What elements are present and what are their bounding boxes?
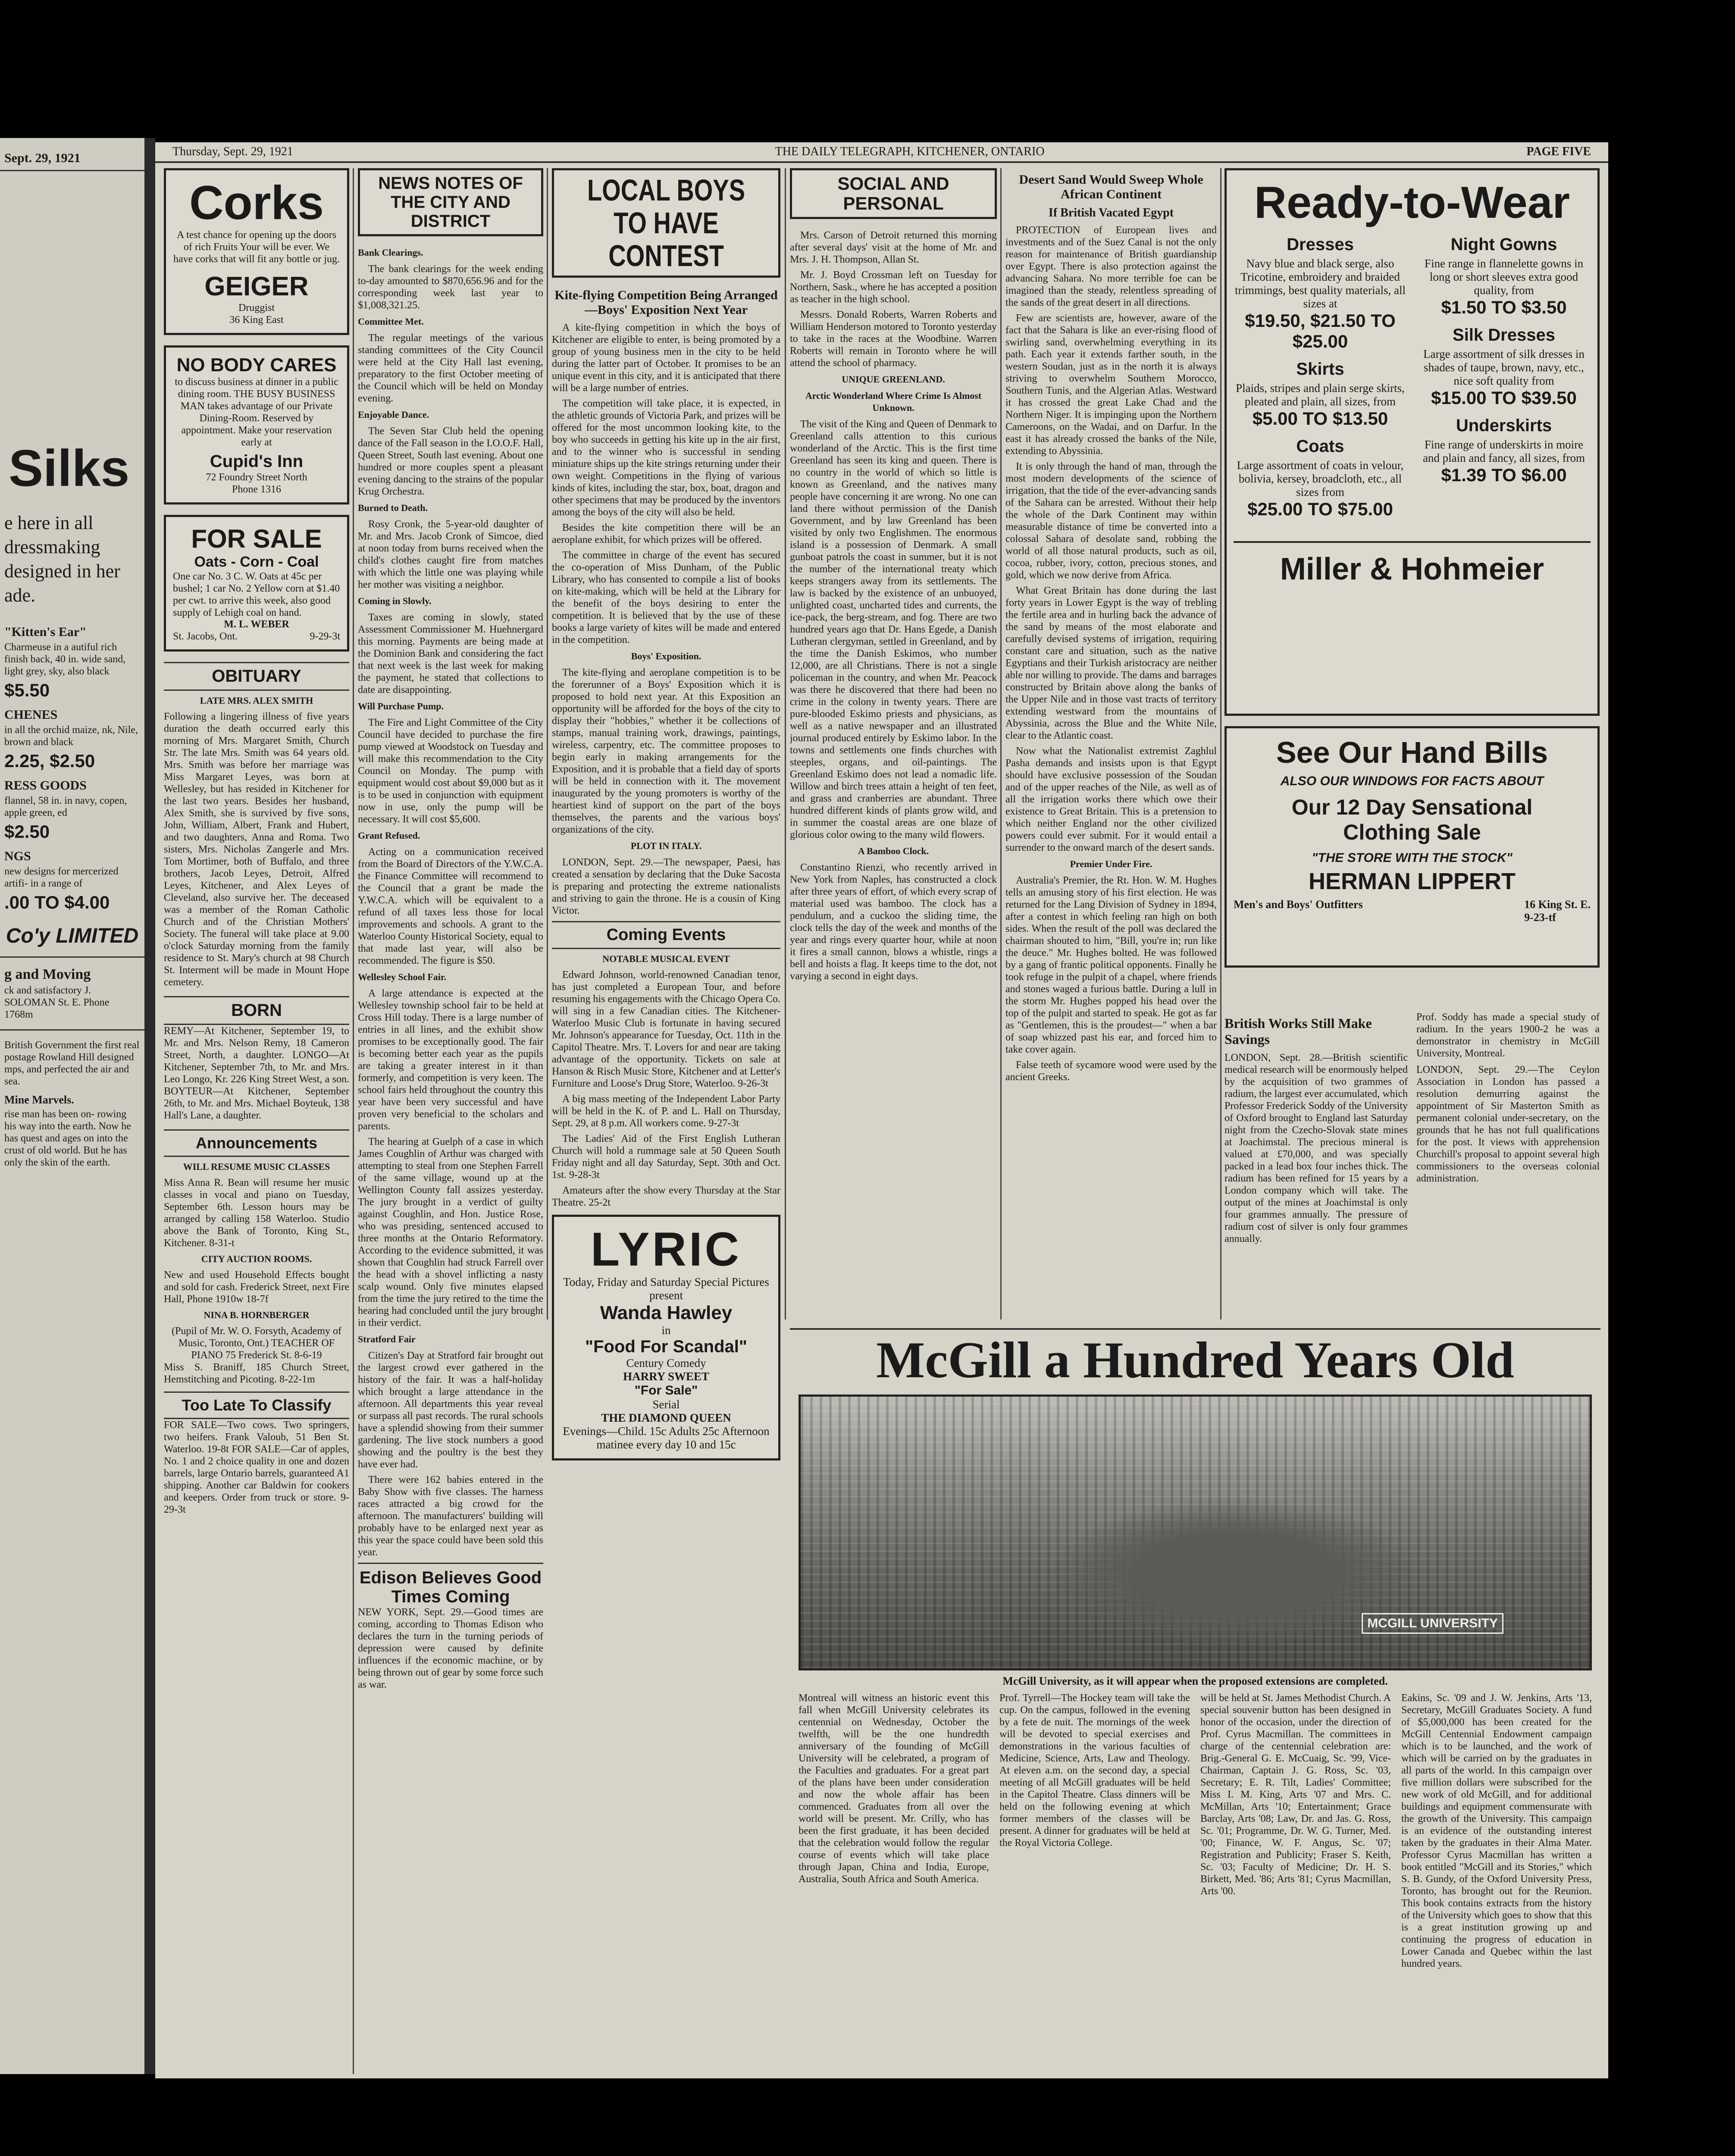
desert-text-1: PROTECTION of European lives and investments and of the Suez Canal is not the only reason for maintenance of British guardianship over Egypt. There is also protection against the advancing Sahara. No more terrible foe can be imagined than the steady, relentless spreading of the sands of the great desert in all directions.	[1005, 225, 1217, 308]
lyric-prices: Evenings—Child. 15c Adults 25c Afternoon matinee every day 10 and 15c	[563, 1425, 770, 1451]
prev-chenes-head: CHENES	[4, 708, 58, 722]
for-sale-footer: St. Jacobs, Ont. 9-29-3t	[173, 631, 340, 642]
prev-silks-title: Silks	[9, 439, 130, 497]
column-ads-obituary	[164, 168, 349, 2074]
lyric-title: LYRIC	[591, 1223, 742, 1276]
desert-title: Desert Sand Would Sweep Whole African Continent	[1019, 172, 1203, 201]
column-news-notes	[358, 168, 543, 2074]
prev-ngs-text: new designs for mercerized artifi- in a range of	[4, 866, 119, 889]
pump-heading: Will Purchase Pump.	[358, 701, 444, 711]
edison-title: Edison Believes Good Times Coming	[358, 1563, 543, 1606]
skirts-heading: Skirts	[1296, 360, 1344, 379]
premier-text: Australia's Premier, the Rt. Hon. W. M. Hughes tells an amusing story of his first election. He was returned for the Lang Division of Sydney in 1894, after a contest in which feeling ran high on both sides. When the result of the poll was declared the chairman shouted to him, "Bill, you're in; run like the deuce." Mr. Hughes bolted. He was followed by a gang of frantic political opponents. Finally he took refuge in the pulpit of a chapel, where friends and stones waged a furious battle. During a lull in the storm Mr. Hughes popped his head over the top of the pulpit and started to speak. He got as far as "Gentlemen, this is the proudest—" when a bar of soap whizzed past his ear, and forced him to take cover again.	[1005, 875, 1217, 1055]
desert-text-4: What Great Britain has done during the last forty years in Lower Egypt is the way of trebling the fertile area and in hurling back the advance of the sand by means of the most elaborate and carefully devised systems of irrigation, requiring constant care and situation, such as the native Egyptians and their Turkish aristocracy are neither able nor willing to provide. The dams and barrages constructed by Britain above along the banks of the Upper Nile and in those vast tracts of territory extending westward from the mountains of Abyssinia, across the Blue and the White Nile, clear to the Atlantic coast.	[1005, 585, 1217, 741]
corks-ad	[164, 168, 349, 335]
boys-exposition-heading: Boys' Exposition.	[631, 651, 702, 661]
lyric-in: in	[661, 1324, 671, 1337]
cupids-inn-name: Cupid's Inn	[210, 452, 304, 471]
miller-hohmeier-name: Miller & Hohmeier	[1234, 541, 1591, 587]
prev-price-4: .00 TO $4.00	[4, 892, 110, 912]
herman-lippert-footer: Men's and Boys' Outfitters 16 King St. E. 9-23-tf	[1234, 898, 1591, 924]
column-desert-sand	[1005, 168, 1217, 1315]
prev-page-date: Sept. 29, 1921	[0, 138, 144, 171]
boys-exposition-text: The kite-flying and aeroplane competition is to be the forerunner of a Boys' Exposition which it is proposed to hold next year. At this Exposition an opportunity will be afforded for the boys of the city to display their "hobbies," whether it be collections of stamps, manual training work, drawings, paintings, wireless, carpentry, etc. The committee proposes to begin early in making arrangements for the Exposition, and it is probable that a field day of sports will be held in connection with it. The movement inaugurated by the young promoters is worthy of the heartiest kind of support on the part of the boys themselves, the parents and the various boys' organizations of the city.	[552, 667, 780, 835]
coming-events-heading: Coming Events	[552, 921, 780, 949]
night-gowns-price: $1.50 TO $3.50	[1441, 297, 1567, 317]
ready-to-wear-ad	[1225, 168, 1600, 716]
local-boys-text-4: The committee in charge of the event has secured the co-operation of Miss Dunham, of the Public Library, who has consented to compile a list of books on kite-making, which will be held at the Library for the benefit of the boys desiring to enter the competition. It is believed that by the use of these books a large variety of kites will be made and entered in the competition.	[552, 550, 780, 646]
desert-text-3: It is only through the hand of man, through the most modern developments of the science of irrigation, that the tide of the ever-advancing sands of the Sahara can be arrested. Without their help the whole of the Dark Continent may within measurable distance of time be converted into a colossal Sahara of desolate sand, robbing the world of all those natural products, such as oil, cocoa, rubber, ivory, cotton, precious stones, and gold, which we now derive from Africa.	[1005, 461, 1217, 581]
sale-line-1: Our 12 Day Sensational	[1291, 795, 1533, 819]
soddy-text: Prof. Soddy has made a special study of radium. In the years 1900-2 he was a demonstrator in chemistry in McGill University, Montreal.	[1416, 1012, 1600, 1059]
mcgill-text-4: Eakins, Sc. '09 and J. W. Jenkins, Arts '13, Secretary, McGill Graduates Society. A fund of $5,000,000 has been created for the McGill Centennial Endowment campaign which is to be launched, and the work of which will be carried on by the graduates in all parts of the world. In this campaign over five million dollars were subscribed for the new work of old McGill, and for additional buildings and equipment commensurate with the growth of the University. This campaign is an evidence of the outstanding interest taken by the graduates in their Alma Mater. Professor Cyrus Macmillan has written a book entitled "McGill and its Stories," which S. B. Gundy, of the Oxford University Press, Toronto, has brought out for the Reunion. This book contains extracts from the history of the University which goes to show that this is a great institution growing up and continuing the progress of education in Lower Canada and Quebec within the last hundred years.	[1401, 1692, 1592, 1969]
skirts-price: $5.00 TO $13.50	[1252, 408, 1388, 429]
social-text-2: Mr. J. Boyd Crossman left on Tuesday for Northern, Sask., where he has accepted a position as teacher in the high school.	[790, 270, 997, 305]
previous-page-column	[0, 138, 147, 2074]
lyric-comedy-film: "For Sale"	[634, 1383, 698, 1398]
prev-misc-text: British Government the first real postage Rowland Hill designed mps, and perfected the air and sea.	[0, 1029, 144, 1087]
silk-dresses-heading: Silk Dresses	[1453, 326, 1555, 345]
column-rule	[785, 168, 786, 1319]
coats-heading: Coats	[1296, 437, 1344, 456]
obituary-text: Following a lingering illness of five years duration the death occurred early this morning of Mrs. Margaret Smith, Church Str. The late Mrs. Smith was 64 years old. Mrs. Smith was before her marriage was Miss Margaret Leyes, was born at Wellesley, but has resided in Kitchener for the last two years. Besides her husband, Alex Smith, she is survived by five sons, John, William, Albert, Frank and Hubert, and two daughters, Anna and Roma. Two sisters, Mrs. Nicholas Zangerle and Mrs. Tom Mortimer, both of Buffalo, and three brothers, Jacob Leyes, Detroit, Alfred Leyes, Kitchener, and Alex Leyes of Cleveland, also survive her. The deceased was a member of the Roman Catholic Church and of the Christian Mothers' Society. The funeral will take place at 9.00 o'clock Saturday morning from the family residence to St. Mary's church at 98 Church St. Interment will be made in Mount Hope cemetery.	[164, 711, 349, 988]
header-page-number: PAGE FIVE	[1526, 145, 1591, 158]
column-rule	[1220, 168, 1221, 1319]
local-boys-deck: Kite-flying Competition Being Arranged—Boys' Exposition Next Year	[554, 288, 778, 317]
coats-price: $25.00 TO $75.00	[1247, 499, 1393, 519]
obituary-heading: OBITUARY	[164, 662, 349, 691]
coming-events-text-1: Edward Johnson, world-renowned Canadian tenor, has just completed a European Tour, and before resuming his engagements with the Chicago Opera Co. will sing in a few Canadian cities. The Kitchener-Waterloo Music Club is fortunate in having secured Mr. Johnson's appearance for Tuesday, Oct. 11th in the Capitol Theatre. Mrs. T. Lovers for and near are taking advantage of the opportunity. Tickets on sale at Hanson & Risch Music Store, Kitchener and at Letter's Furniture and Loose's Drug Store, Waterloo. 9-26-3t	[552, 969, 780, 1089]
mcgill-photo	[799, 1395, 1592, 1670]
column-rule	[1000, 168, 1002, 1319]
geiger-name: GEIGER	[204, 272, 309, 301]
prev-marvels-text: rise man has been on- rowing his way into the earth. Now he has quest and ages on into the crust of old world. But he has only the skin of the earth.	[4, 1109, 131, 1168]
lyric-serial: Serial	[652, 1398, 680, 1411]
sale-line-2: Clothing Sale	[1343, 820, 1481, 844]
mcgill-text-3: will be held at St. James Methodist Church. A special souvenir button has been designed in honor of the occasion, under the direction of Prof. Cyrus Macmillan. The committees in charge of the centennial celebration are: Brig.-General G. E. McCuaig, Sc. '99, Vice-Chairman, Captain J. G. Ross, Sc. '03, Secretary; E. R. Tilt, Ladies' Committee; Miss I. M. King, Arts '07 and Mrs. C. McMillan, Arts '10; Entertainment; Grace Barclay, Arts '08; Law, Dr. and Jas. G. Ross, Sc. '01; Programme, Dr. W. G. Turner, Med. '00; Finance, W. F. Angus, Sc. '07; Registration and Publicity; Fraser S. Keith, Sc. '03; Faculty of Medicine; Dr. H. S. Birkett, Med. '86; Arts '81; Cyrus Macmillan, Arts '00.	[1200, 1692, 1391, 1897]
edison-text: NEW YORK, Sept. 29.—Good times are coming, according to Thomas Edison who declares the turn in the turning periods of depression were caused by definite influences if the economic machine, or by being thrown out of gear by some force such as war.	[358, 1607, 543, 1690]
cupids-inn-address: 72 Foundry Street North	[206, 472, 307, 483]
prev-chenes-text: in all the orchid maize, nk, Nile, brown and black	[4, 724, 138, 748]
lyric-comedy-star: HARRY SWEET	[623, 1370, 709, 1383]
burned-heading: Burned to Death.	[358, 502, 428, 513]
prev-logo-limited: Co'y LIMITED	[6, 924, 139, 947]
underskirts-heading: Underskirts	[1456, 416, 1552, 435]
auction-heading: CITY AUCTION ROOMS.	[201, 1253, 312, 1264]
coming-events-text-4: Amateurs after the show every Thursday at the Star Theatre. 25-2t	[552, 1185, 780, 1208]
stratford-text: Citizen's Day at Stratford fair brought out the largest crowd ever gathered in the history of the fair. It was a half-holiday which brought a large attendance in the afternoon. All departments this year reveal or surpass all past records. The rural schools have a splendid showing from their summer gardening. The live stock numbers a good showing and the poultry is the best they have ever had.	[358, 1350, 543, 1470]
false-teeth-text: False teeth of sycamore wood were used by the ancient Greeks.	[1005, 1059, 1217, 1083]
header-date: Thursday, Sept. 29, 1921	[172, 145, 293, 158]
stratford-heading: Stratford Fair	[358, 1334, 416, 1344]
herman-lippert-name: HERMAN LIPPERT	[1308, 868, 1516, 894]
local-boys-text-2: The competition will take place, it is expected, in the athletic grounds of Victoria Park, and prizes will be offered for the most uncommon looking kite, to the boy who succeeds in getting his kite up in the air first, and to the winner who is successful in sending miniature ships up the kite strings returning under their own weight. Competitions in the flying of various kinds of kites, including the star, box, boat, dragon and other specimens that may be produced by the inventors among the boys of the city will also be held.	[552, 398, 780, 518]
committee-heading: Committee Met.	[358, 316, 424, 327]
store-slogan: "THE STORE WITH THE STOCK"	[1312, 851, 1513, 865]
announcements-heading: Announcements	[164, 1129, 349, 1157]
clearings-text: The bank clearings for the week ending to-day amounted to $870,656.96 and for the corresponding week last year to $1,008,321.25.	[358, 263, 543, 311]
underskirts-price: $1.39 TO $6.00	[1441, 465, 1567, 485]
for-sale-title: FOR SALE	[191, 524, 322, 553]
mcgill-photo-label: MCGILL UNIVERSITY	[1362, 1613, 1503, 1634]
slowly-text: Taxes are coming in slowly, stated Assessment Commissioner M. Huehnergard this morning. Payments are being made at the Dominion Bank and considering the fact that next week is the last week for making the payment, he stated that collections to date are disappointing.	[358, 612, 543, 696]
mcgill-text-2: Prof. Tyrrell—The Hockey team will take the cup. On the campus, followed in the evening by a fete de nuit. The mornings of the week will be devoted to special exercises and demonstrations in the various faculties of Medicine, Science, Arts, Law and Theology. At eleven a.m. on the second day, a special meeting of all McGill graduates will be held in the Capitol Theatre. Class dinners will be held on the following evening at which former members of the classes will be present. A dinner for graduates will be held at the Royal Victoria College.	[999, 1692, 1190, 1849]
nobody-cares-title: NO BODY CARES	[176, 354, 337, 376]
for-sale-ad	[164, 515, 349, 652]
silk-dresses-text: Large assortment of silk dresses in shades of taupe, brown, navy, etc., nice soft quality from	[1423, 348, 1585, 387]
dresses-price: $19.50, $21.50 TO $25.00	[1245, 310, 1396, 351]
for-sale-subtitle: Oats - Corn - Coal	[194, 554, 319, 570]
column-right-ads	[1225, 168, 1600, 1031]
dresses-text: Navy blue and black serge, also Tricotine, embroidery and braided trimmings, best quality materials, all sizes at	[1235, 257, 1406, 310]
hornberger-name: NINA B. HORNBERGER	[204, 1310, 310, 1320]
burned-text: Rosy Cronk, the 5-year-old daughter of Mr. and Mrs. Jacob Cronk of Simcoe, died at noon today from burns received when the child's clothes caught fire from matches with which the little one was playing while her mother was visiting a neighbor.	[358, 519, 543, 590]
coats-text: Large assortment of coats in velour, bolivia, kersey, broadcloth, etc., all sizes from	[1237, 459, 1404, 498]
mcgill-text-1: Montreal will witness an historic event this fall when McGill University celebrates its centennial on Wednesday, October the twelfth, will be the one hundredth anniversary of the founding of McGill University will be celebrated, a program of the Faculties and graduates. For a great part of the plans have been under consideration and now the whole affair has been commenced. Graduates from all over the world will be present. Mr. Crilly, who has been the first graduate, it has been decided that the celebration would follow the regular course of events which will take place through Japan, China and India, Europe, Australia, South Africa and South America.	[799, 1692, 989, 1885]
grant-text: Acting on a communication received from the Board of Directors of the Y.W.C.A. the Finance Committee will recommend to the Council that a grant be made the Y.W.C.A. which will be equivalent to a refund of all taxes less those for local improvements and schools. A grant to the Waterloo County Historical Society, equal to that made last year, will also be recommended. The figure is $50.	[358, 846, 543, 966]
night-gowns-heading: Night Gowns	[1450, 235, 1557, 254]
geiger-address: 36 King East	[229, 314, 284, 326]
dance-heading: Enjoyable Dance.	[358, 409, 429, 420]
coming-events-text-2: A big mass meeting of the Independent Labor Party will be held in the K. of P. and L. Hall on Thursday, Sept. 29, at 8 p.m. All workers come. 9-27-3t	[552, 1094, 780, 1129]
herman-lippert-ad	[1225, 726, 1600, 968]
lyric-theatre-ad	[552, 1215, 780, 1460]
grant-heading: Grant Refused.	[358, 830, 420, 841]
header-paper-name: THE DAILY TELEGRAPH, KITCHENER, ONTARIO	[775, 145, 1045, 158]
bamboo-clock-text: Constantino Rienzi, who recently arrived in New York from Naples, has constructed a clock after three years of effort, of which every scrap of material used was bamboo. The clock has a pendulum, and a cuckoo the sliding time, the clock tells the day of the week and months of the year and rings every quarter hour, while at noon it fires a small cannon, blows a whistle, rings a bell and hoists a flag. It keeps time to the dot, not varying a second in eight days.	[790, 862, 997, 982]
prev-ngs-head: NGS	[4, 849, 31, 863]
news-notes-title: NEWS NOTES OF THE CITY AND DISTRICT	[378, 174, 523, 231]
dance-text: The Seven Star Club held the opening dance of the Fall season in the I.O.O.F. Hall, Queen Street, South last evening. About one hundred or more couples spent a pleasant evening dancing to the strains of the popular Krug Orchestra.	[358, 426, 543, 497]
greenland-heading: UNIQUE GREENLAND.	[842, 374, 945, 385]
page-header	[155, 142, 1608, 163]
school-fair-heading: Wellesley School Fair.	[358, 971, 447, 982]
bamboo-clock-heading: A Bamboo Clock.	[858, 846, 929, 856]
social-text-1: Mrs. Carson of Detroit returned this morning after several days' visit at the home of Mr. and Mrs. J. H. Thompson, Allan St.	[790, 230, 997, 265]
prev-marvels-head: Mine Marvels.	[4, 1094, 74, 1106]
mcgill-title: McGill a Hundred Years Old	[876, 1331, 1515, 1388]
lyric-comedy: Century Comedy	[626, 1357, 706, 1369]
local-boys-text-1: A kite-flying competition in which the boys of Kitchener are eligible to enter, is being promoted by a group of young business men in the city to be held during the latter part of October. It promises to be an unique event in this city, and it is anticipated that there will be a large number of entries.	[552, 322, 780, 394]
column-rule	[547, 168, 548, 1319]
school-fair-text: A large attendance is expected at the Wellesley township school fair to be held at Cross Hill today. There is a large number of entries in all lines, and the exhibit show promises to be exceptionally good. The fair is becoming better each year as the pupils are taking a greater interest in it than formerly, and competition is very keen. The school fairs held throughout the country this year have been very successful and have proven very beneficial to the scholars and parents.	[358, 988, 543, 1132]
silk-dresses-price: $15.00 TO $39.50	[1431, 388, 1577, 408]
baby-show-text: There were 162 babies entered in the Baby Show with five classes. The harness races attracted a big crowd for the afternoon. The manufacturers' building will probably have to be enlarged next year as this year the space could have been sold this year.	[358, 1474, 543, 1558]
guelph-text: The hearing at Guelph of a case in which James Coughlin of Arthur was charged with attempting to steal from one Stephen Farrell of the same village, wound up at the Wellington County fall assizes yesterday. The jury brought in a verdict of guilty against Coughlin, and Hon. Justice Rose, who was presiding, sentenced accused to three months at the Ontario Reformatory. According to the evidence submitted, it was shown that Coughlin had struck Farrell over the head with a shovel inflicting a nasty scalp wound. Only five minutes elapsed from the time the jury retired to the time the hearing had concluded until the jury brought in their verdict.	[358, 1136, 543, 1329]
underskirts-text: Fine range of underskirts in moire and plain and fancy, all sizes, from	[1422, 438, 1585, 464]
born-text: REMY—At Kitchener, September 19, to Mr. and Mrs. Nelson Remy, 18 Cameron Street, North, a daughter. LONGO—At Kitchener, September 7th, to Mr. and Mrs. Leo Longo, Kr. 226 King Street West, a son. BOYTEUR—At Kitchener, September 26th, to Mr. and Mrs. Michael Boyteuk, 138 Hall's Lane, a daughter.	[164, 1025, 349, 1121]
column-social-personal	[790, 168, 997, 1315]
prev-price-2: 2.25, $2.50	[4, 751, 95, 771]
slowly-heading: Coming in Slowly.	[358, 595, 432, 606]
auction-text: New and used Household Effects bought and sold for cash. Frederick Street, next Fire Hall, Phone 1910w 18-7f	[164, 1269, 349, 1305]
british-works-text: LONDON, Sept. 28.—British scientific medical research will be enormously helped by the acquisition of two grammes of radium, the largest ever accumulated, which Professor Frederick Soddy of the University of Oxford brought to England last Saturday night from the Czecho-Slovak state mines at Joachimstal. The precious mineral is valued at £70,000, and was specially packed in a lead box four inches thick. The radium has been refined for 15 years by a London company which will take. The output of the mines at Joachimstal is only four grammes annually. The pressure of radium cost of silver is only four grammes annually.	[1225, 1052, 1408, 1244]
newspaper-page	[155, 142, 1608, 2078]
lyric-serial-name: THE DIAMOND QUEEN	[601, 1411, 731, 1424]
local-boys-text-3: Besides the kite competition there will be an aeroplane exhibit, for which prizes will be offered.	[552, 522, 780, 545]
born-heading: BORN	[164, 996, 349, 1025]
prev-price-3: $2.50	[4, 821, 50, 842]
page-gutter	[144, 138, 155, 2074]
braniff-text: Miss S. Braniff, 185 Church Street, Hemstitching and Picoting. 8-22-1m	[164, 1362, 349, 1385]
geiger-sub: Druggist	[238, 302, 275, 313]
lyric-days: Today, Friday and Saturday Special Pictures present	[563, 1275, 769, 1302]
coming-events-subheading: NOTABLE MUSICAL EVENT	[602, 953, 730, 964]
lyric-film: "Food For Scandal"	[585, 1337, 747, 1356]
corks-title: Corks	[189, 176, 324, 229]
for-sale-text: One car No. 3 C. W. Oats at 45c per bushel; 1 car No. 2 Yellow corn at $1.40 per cwt. to arrive this week, also good supply of Lehigh coal on hand.	[173, 571, 340, 618]
news-notes-title-box	[358, 168, 543, 236]
desert-text-5: Now what the Nationalist extremist Zaghlul Pasha demands and insists upon is that Egypt should have exclusive possession of the Soudan and of the upper reaches of the Nile, as well as of all the irrigation works there which owe their existence to Great Britain. This is a pretension to which neither England nor the other civilized powers could ever submit. For it would entail a surrender to the onward march of the desert sands.	[1005, 746, 1217, 853]
prev-dress-goods-text: flannel, 58 in. in navy, copen, apple green, ed	[4, 795, 127, 818]
prev-silks-lines: e here in all dressmaking designed in her ade.	[4, 512, 120, 606]
local-boys-title: LOCAL BOYS TO HAVE CONTEST	[587, 173, 745, 273]
dresses-heading: Dresses	[1287, 235, 1354, 254]
plot-italy-text: LONDON, Sept. 29.—The newspaper, Paesi, has created a sensation by declaring that the Duke Sacosta is preparing and protecting the extreme nationalists and striving to gain the throne. He is a cousin of King Victor.	[552, 857, 780, 916]
announcements-subheading: WILL RESUME MUSIC CLASSES	[183, 1161, 330, 1172]
prev-price-1: $5.50	[4, 680, 50, 700]
pump-text: The Fire and Light Committee of the City Council have decided to purchase the fire pump viewed at Woodstock on Tuesday and will make this recommendation to the City Council on Monday. The pump with equipment would cost about $9,000 but as it is to be used in conjunction with equipment now in use, only the pump will be necessary. It will cost $5,600.	[358, 717, 543, 825]
mcgill-caption: McGill University, as it will appear when the proposed extensions are completed.	[1002, 1675, 1388, 1687]
hand-bills-title: See Our Hand Bills	[1276, 736, 1548, 769]
lyric-star: Wanda Hawley	[600, 1302, 733, 1323]
british-works-title: British Works Still Make Savings	[1225, 1015, 1372, 1047]
prev-moving-head: g and Moving	[0, 956, 144, 984]
plot-italy-heading: PLOT IN ITALY.	[630, 840, 702, 851]
desert-subtitle: If British Vacated Egypt	[1048, 206, 1174, 219]
column-local-boys	[552, 168, 780, 2074]
mcgill-article	[790, 1328, 1600, 2076]
ceylon-text: LONDON, Sept. 29.—The Ceylon Association in London has passed a resolution demurring against the appointment of Sir Masterton Smith as permanent colonial under-secretary, on the grounds that he has not full qualifications for the post. It views with apprehension Churchill's proposal to appoint several high commissioners to the overseas colonial administration.	[1416, 1064, 1600, 1184]
cupids-inn-phone: Phone 1316	[232, 484, 281, 495]
social-title: SOCIAL AND PERSONAL	[837, 173, 949, 213]
greenland-text: The visit of the King and Queen of Denmark to Greenland calls attention to this curious wonderland of the Arctic. This is the first time Greenland has seen its king and queen. There is no country in the world of which so little is known as Greenland, and the natives many people have concerning it are wrong. No one can land there without permission of the Danish Government, and by law Greenland has been visited by only two Englishmen. The enormous island is a possession of Denmark. A small gunboat patrols the coast in summer, but it is not the number of the international treaty which keeps strangers away from its settlements. The law is backed by the existence of an unbuoyed, unlighted coast, uncharted tides and currents, the ice-pack, the berg-stream, and fog. There are two hundred years ago that Dr. Hans Egede, a Danish Lutheran clergyman, settled in Greenland, and by the time the Danish Eskimos, who number 12,000, are all Christians. There is not a single policeman in the country, and when Mr. Peacock was there he discovered that there had been no crime in the colony in twenty years. There are pure-blooded Eskimo priests and physicians, as well as a native newspaper and an illustrated journal produced entirely by Eskimo labor. In the towns and settlements one finds churches with steeples, organs, and oil-paintings. The Greenland Eskimo does not lead a nomadic life. Willow and birch trees attain a height of ten feet, and grass and cranberries are abundant. Three hundred different kinds of plants grow wild, and in summer the coastal areas are one blaze of glorious color owing to the many wild flowers.	[790, 419, 997, 840]
local-boys-title-box	[552, 168, 780, 278]
hand-bills-subtitle: ALSO OUR WINDOWS FOR FACTS ABOUT	[1280, 774, 1544, 788]
night-gowns-text: Fine range in flannelette gowns in long or short sleeves extra good quality, from	[1424, 257, 1584, 297]
social-text-3: Messrs. Donald Roberts, Warren Roberts and William Henderson motored to Toronto yesterday to take in the races at the Woodbine. Warren Roberts will remain in Toronto where he will attend the school of pharmacy.	[790, 309, 997, 369]
greenland-subheading: Arctic Wonderland Where Crime Is Almost Unknown.	[805, 390, 982, 413]
social-title-box	[790, 168, 997, 219]
prev-dress-goods-head: RESS GOODS	[4, 778, 87, 793]
nobody-cares-text: to discuss business at dinner in a public dining room. THE BUSY BUSINESS MAN takes advantage of our Private Dining-Room. Reserved by appointment. Make your reservation early at	[175, 376, 338, 448]
coming-events-text-3: The Ladies' Aid of the First English Lutheran Church will hold a rummage sale at 50 Queen South Friday night and all day Saturday, Sept. 30th and Oct. 1st. 9-28-3t	[552, 1133, 780, 1181]
british-works-article	[1225, 1011, 1600, 1322]
announcements-text: Miss Anna R. Bean will resume her music classes in vocal and piano on Tuesday, September 6th. Lesson hours may be arranged by calling 158 Waterloo. Studio above the Bank of Toronto, King St., Kitchener. 8-31-t	[164, 1177, 349, 1249]
prev-moving-text: ck and satisfactory J. SOLOMAN St. E. Phone 1768m	[4, 985, 110, 1020]
too-late-text: FOR SALE—Two cows. Two springers, two heifers. Frank Valoub, 51 Ben St. Waterloo. 19-8t FOR SALE—Car of apples, No. 1 and 2 choice quality in one and dozen barrels, large Ontario barrels, guaranteed A1 shipping. Another car Baldwin for cookers and keepers. Order from truck or store. 9-29-3t	[164, 1420, 349, 1515]
desert-text-2: Few are scientists are, however, aware of the fact that the Sahara is like an ever-rising flood of swirling sand, overwhelming everything in its path. Each year it extends farther south, in the western Soudan, just as in the north it is always striving to overwhelm Southern Morocco, Southern Tunis, and the Algerian Atlas. Westward it has crossed the great Lake Chad and the Northern Niger. It is impinging upon the Northern Cameroons, on the Wadai, and on Darfur. In the east it has already crossed the banks of the Nile, extending to Abyssinia.	[1005, 313, 1217, 457]
obituary-subheading: LATE MRS. ALEX SMITH	[200, 695, 313, 706]
hornberger-text: (Pupil of Mr. W. O. Forsyth, Academy of Music, Toronto, Ont.) TEACHER OF PIANO 75 Frederick St. 8-6-19	[172, 1326, 341, 1361]
column-rule	[353, 168, 354, 2074]
for-sale-seller: M. L. WEBER	[224, 619, 289, 630]
too-late-heading: Too Late To Classify	[164, 1391, 349, 1419]
cupids-inn-ad	[164, 345, 349, 505]
clearings-heading: Bank Clearings.	[358, 247, 423, 258]
prev-kittens-text: Charmeuse in a autiful rich finish back, 40 in. wide sand, light grey, sky, also black	[4, 642, 126, 677]
premier-heading: Premier Under Fire.	[1070, 859, 1152, 869]
corks-text: A test chance for opening up the doors of rich Fruits Your will be ever. We have corks that will fit any bottle or jug.	[173, 229, 340, 265]
ready-to-wear-title: Ready-to-Wear	[1254, 178, 1570, 228]
skirts-text: Plaids, stripes and plain serge skirts, pleated and plain, all sizes, from	[1236, 382, 1405, 408]
prev-kittens-ear: "Kitten's Ear"	[4, 625, 87, 639]
committee-text: The regular meetings of the various standing committees of the City Council were held at the City Hall last evening, preparatory to the first October meeting of the Council which will be held on Monday evening.	[358, 332, 543, 404]
